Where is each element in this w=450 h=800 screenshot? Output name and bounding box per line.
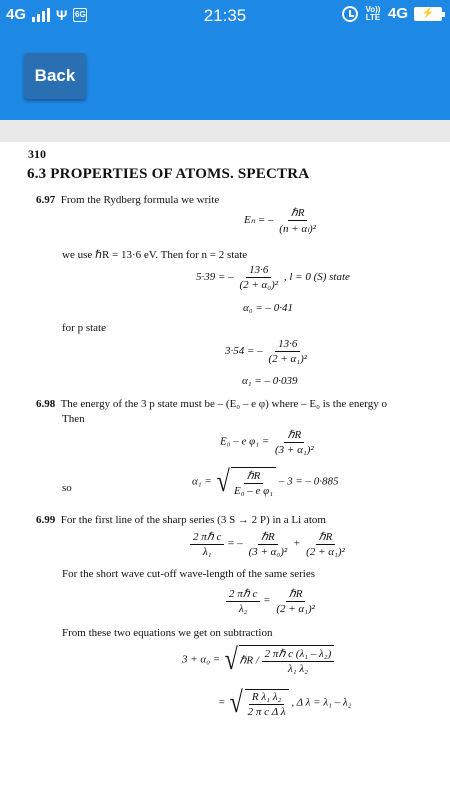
equation — [196, 264, 350, 291]
app-header — [0, 32, 450, 120]
equation — [190, 530, 348, 558]
problem-6-99-intro — [36, 514, 326, 526]
denominator: (3 + α₁)² — [275, 444, 314, 456]
fraction — [245, 691, 289, 718]
problem-number: 6.97 — [36, 194, 56, 206]
equation — [218, 688, 352, 718]
section-title: 6.3 PROPERTIES OF ATOMS. SPECTRA — [27, 166, 310, 182]
denominator: λ₂ — [238, 603, 248, 615]
eq-operator: + — [292, 537, 301, 550]
page-top-margin — [0, 120, 450, 142]
fraction — [226, 587, 260, 615]
eq-operator: = – — [227, 537, 243, 550]
usb-icon: Ψ — [56, 6, 68, 23]
eq-lhs: 5·39 = – — [196, 271, 234, 284]
text-line: From these two equations we get on subtraction — [62, 627, 273, 639]
eq-rhs: , Δ λ = λ₁ – λ₂ — [291, 696, 352, 709]
numerator: ℏR — [288, 206, 308, 221]
status-right — [342, 5, 442, 22]
battery-charging-icon: ⚡ — [414, 7, 442, 21]
problem-6-98-intro — [36, 398, 387, 410]
fraction — [246, 530, 291, 558]
eq-operator: = — [263, 594, 271, 607]
square-root: √ $\frac{\text{R λ₁ λ₂}}{\text{2 π c Δ λ}}$ — [228, 688, 288, 718]
page-number: 310 — [28, 147, 46, 161]
denominator: (2 + α₁)² — [268, 353, 308, 365]
numerator: ℏR — [286, 587, 306, 602]
eq-lhs: Eₙ = – — [244, 214, 274, 227]
denominator: λ₁ — [202, 546, 212, 558]
problem-number: 6.98 — [36, 398, 56, 410]
fraction — [265, 338, 310, 365]
equation — [226, 587, 318, 615]
square-root: √ ℏR / $\frac{\text{2 πℏ c (λ₁ – λ₂)}}{\text{λ₁ λ₂}}$ — [223, 645, 334, 675]
numerator: ℏR — [316, 530, 336, 545]
denominator: (2 + α₁)² — [306, 546, 345, 558]
text-line: we use ℏR = 13·6 eV. Then for n = 2 state — [62, 249, 248, 261]
alarm-icon — [342, 6, 358, 22]
denominator: (n + αₗ)² — [279, 223, 316, 235]
numerator: 2 πℏ c — [190, 530, 224, 545]
back-button[interactable]: Back — [24, 53, 86, 99]
fraction — [303, 530, 348, 558]
equation — [220, 428, 317, 456]
denominator: 2 π c Δ λ — [247, 705, 286, 718]
text-line: Then — [62, 413, 85, 425]
eq-rhs: – 3 = – 0·885 — [278, 475, 339, 488]
eq-lhs: 3 + α₀ = — [182, 653, 221, 666]
fraction — [273, 587, 318, 615]
fraction — [262, 647, 335, 675]
numerator: 13·6 — [246, 264, 271, 278]
eq-term: ℏR / — [239, 654, 259, 667]
numerator: 2 πℏ c — [226, 587, 260, 602]
fraction — [190, 530, 224, 558]
network-type: 4G — [6, 6, 27, 23]
denominator: (2 + α₀)² — [239, 279, 279, 291]
equation — [182, 645, 334, 675]
volte-icon: Vo)) LTE — [365, 4, 381, 22]
text-line: For the short wave cut-off wave-length of the same series — [62, 568, 316, 580]
denominator: E₀ – e φ₁ — [234, 485, 274, 497]
text-line: so — [62, 482, 72, 494]
eq-lhs: 3·54 = – — [225, 345, 263, 358]
fraction — [276, 206, 319, 235]
eq-lhs: α₁ = — [192, 475, 212, 488]
eq-rhs: , l = 0 (S) state — [283, 271, 350, 284]
problem-text: For the first line of the sharp series (3 S → 2 P) in a Li atom — [60, 514, 326, 526]
equation — [244, 206, 319, 235]
fraction — [236, 264, 281, 291]
book-page — [20, 142, 450, 728]
text-line: for p state — [62, 322, 106, 334]
numerator: 13·6 — [275, 338, 300, 352]
numerator: ℏR — [244, 469, 264, 484]
numerator: 2 πℏ c (λ₁ – λ₂) — [262, 647, 335, 662]
numerator: ℏR — [284, 428, 304, 443]
page-bottom-area — [0, 728, 450, 800]
usb-badge-icon: 6G — [73, 8, 87, 22]
equation: α₁ = – 0·039 — [242, 375, 298, 387]
problem-6-97-intro — [36, 194, 219, 206]
fraction — [272, 428, 317, 456]
square-root: √ $\frac{\text{ℏR}}{\text{E₀ – e φ₁}}$ — [215, 467, 277, 497]
network-type-right: 4G — [387, 5, 408, 22]
denominator: (2 + α₁)² — [276, 603, 315, 615]
numerator: R λ₁ λ₂ — [249, 691, 284, 705]
equation: α₀ = – 0·41 — [243, 302, 294, 314]
problem-number: 6.99 — [36, 514, 56, 526]
equation — [225, 338, 310, 365]
problem-text: The energy of the 3 p state must be – (E₀ – e φ) where – E₀ is the energy o — [60, 398, 387, 410]
numerator: ℏR — [258, 530, 278, 545]
denominator: (3 + α₀)² — [248, 546, 288, 558]
clock: 21:35 — [203, 6, 247, 25]
eq-lhs: E₀ – e φ₁ = — [220, 435, 270, 448]
eq-lhs: = — [218, 696, 226, 709]
status-bar — [0, 0, 450, 32]
fraction — [231, 469, 276, 497]
equation — [192, 467, 339, 497]
denominator: λ₁ λ₂ — [288, 663, 308, 675]
problem-text: From the Rydberg formula we write — [60, 194, 220, 206]
